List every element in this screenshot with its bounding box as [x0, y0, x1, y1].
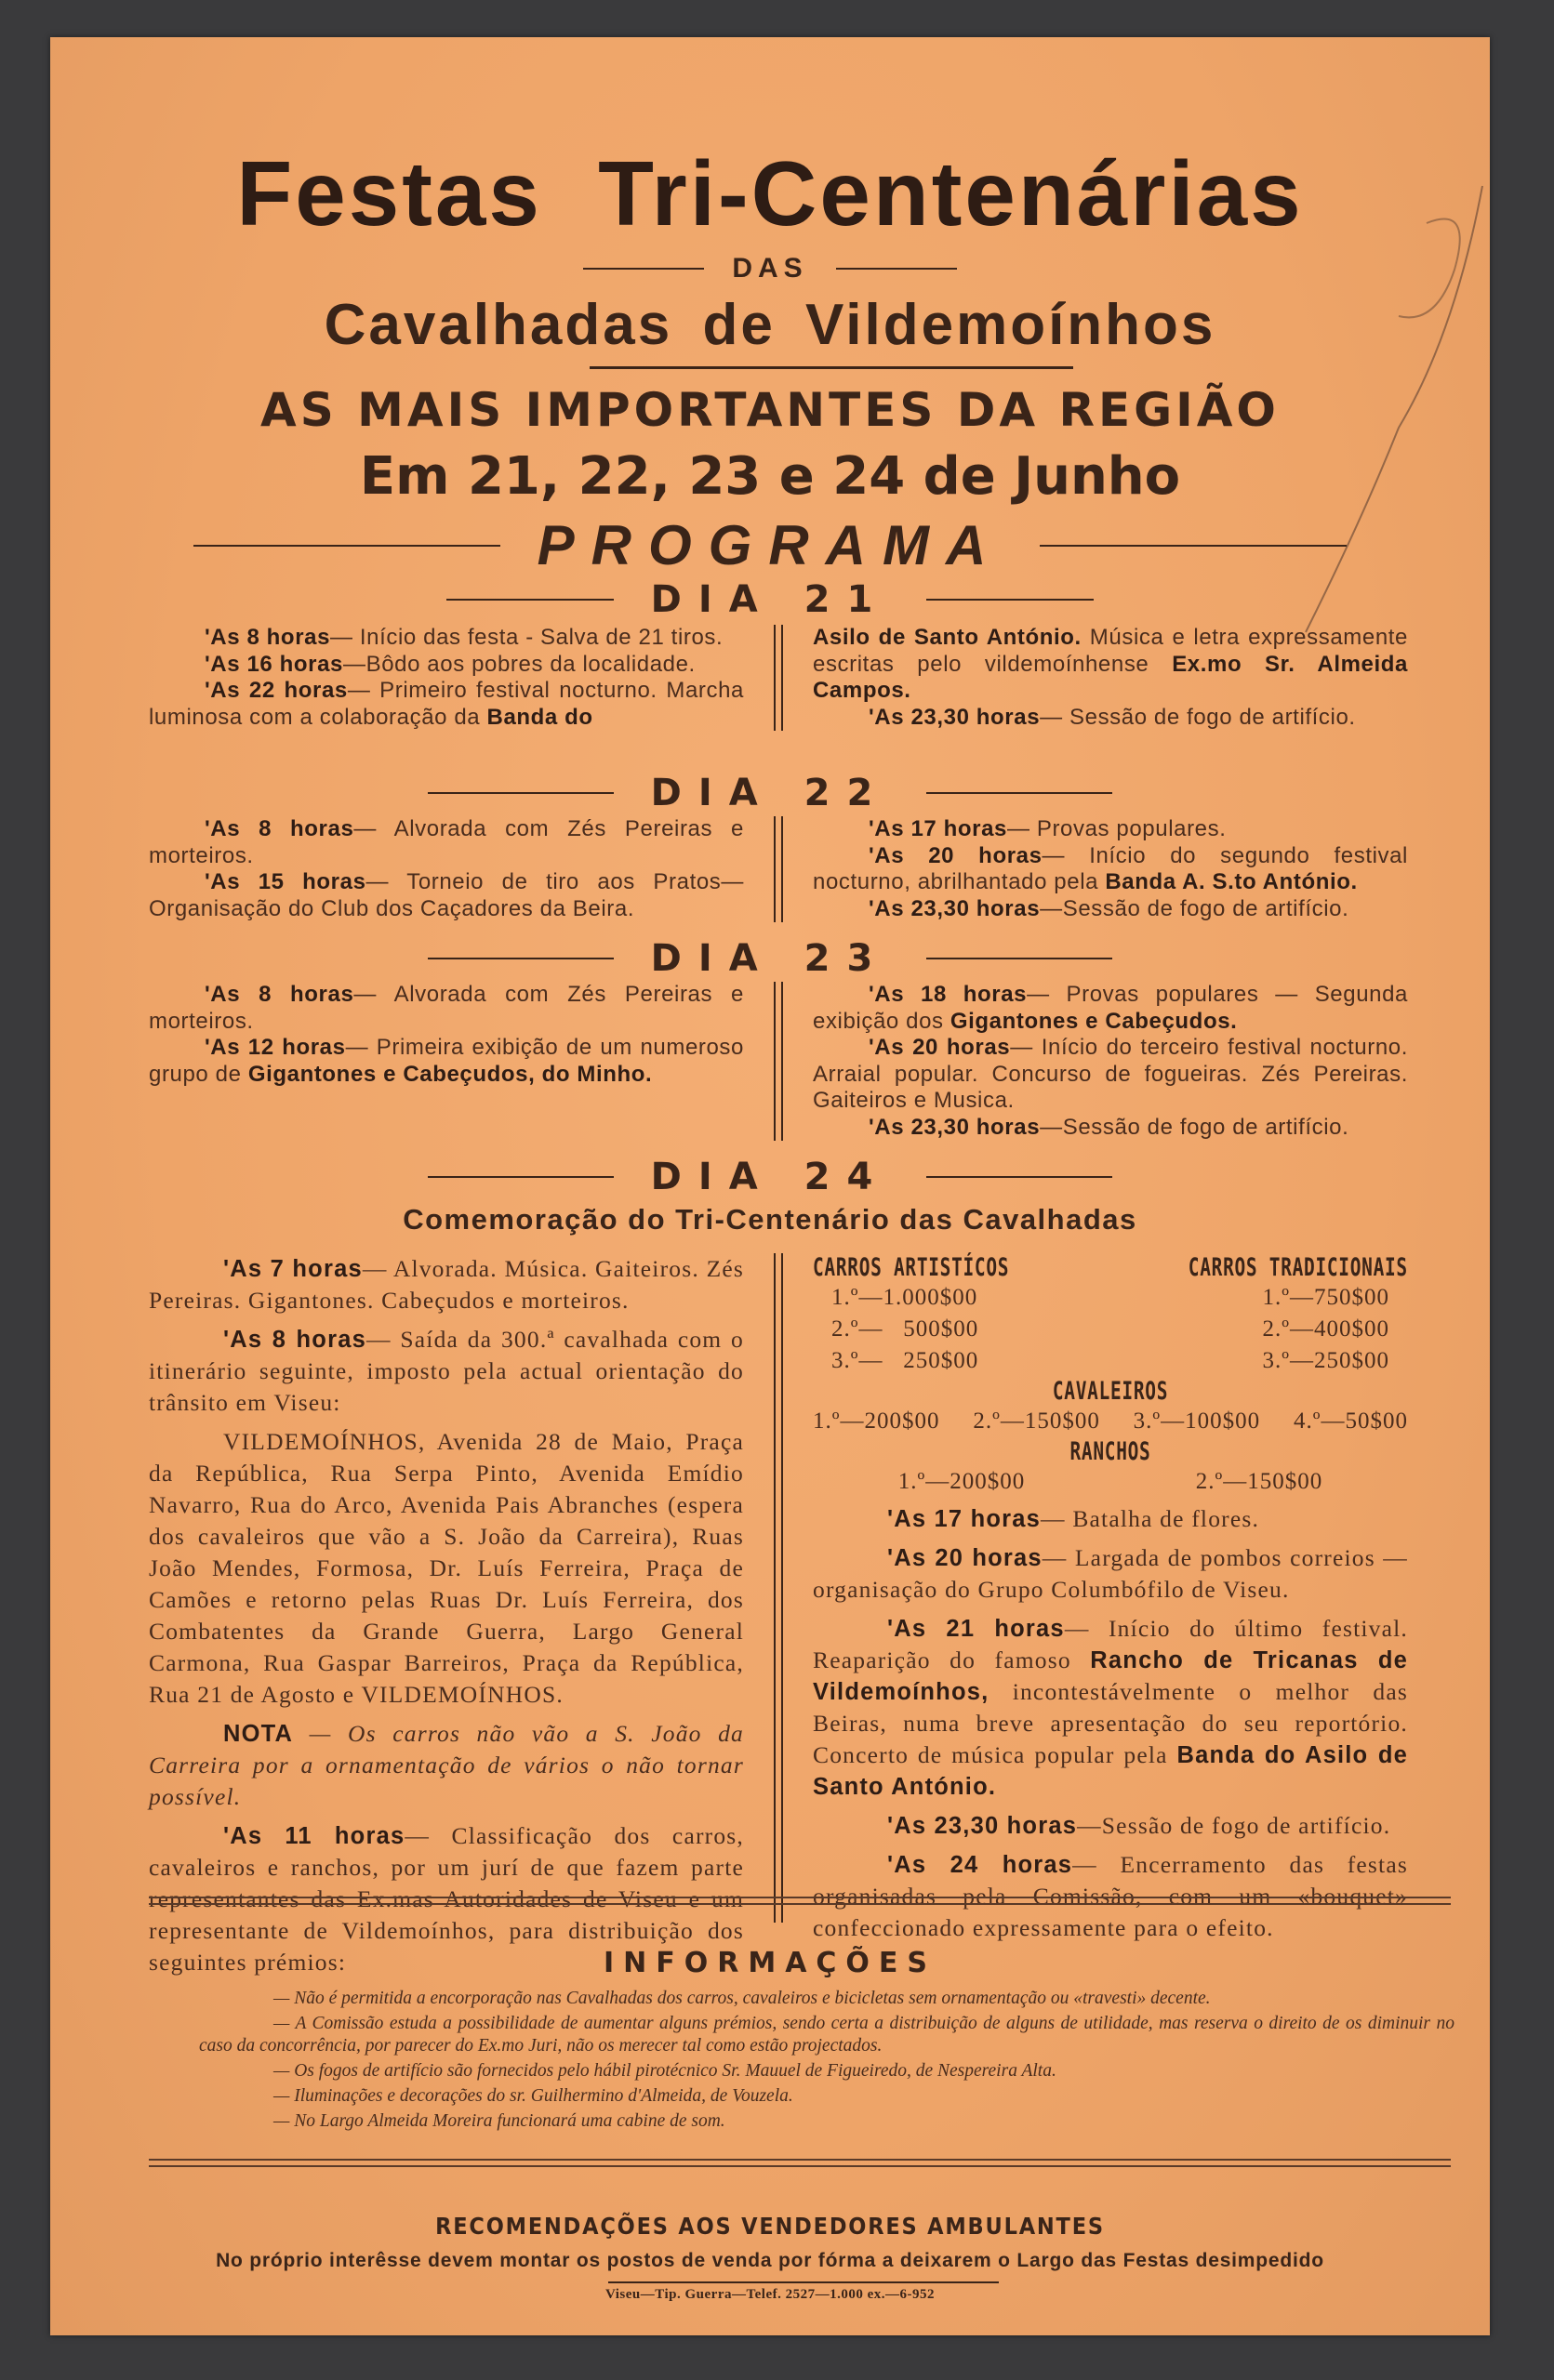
bold-text: 'As 8 horas	[205, 816, 354, 841]
bold-text: Rancho de Tricanas de Vildemoínhos,	[813, 1647, 1408, 1705]
text: VILDEMOÍNHOS, Avenida 28 de Maio, Praça da República, Rua Serpa Pinto, Avenida Emídio Navarro, Rua do Arco, Avenida Pais Abranches (espera dos cavaleiros que vão a S. João da Carreira), Ruas João Mendes, Formosa, Dr. Luís Ferreira, Praça de Camões e retorno pelas Ruas Dr. Luís Ferreira, dos Combatentes da Grande Guerra, Largo General Carmona, Rua Gaspar Barreiros, Praça da República, Rua 21 de Agosto e VILDEMOÍNHOS.	[149, 1428, 744, 1708]
das-label: DAS	[732, 253, 808, 284]
prize-item: 1.º—200$00	[897, 1469, 1026, 1494]
prize-item: 2.º—400$00	[1262, 1316, 1389, 1342]
bold-text: 'As 7 horas	[223, 1256, 363, 1282]
text: — Saída da 300.ª cavalhada com o itinerário seguinte, imposto pela actual orientação do trânsito em Viseu:	[149, 1326, 745, 1416]
text: — Provas populares.	[1006, 816, 1227, 841]
divider	[446, 599, 614, 601]
program-paragraph	[813, 1542, 1408, 1606]
prize-item: 4.º—50$00	[1293, 1408, 1408, 1434]
info-item: — A Comissão estuda a possibilidade de aumentar alguns prémios, sendo certa a distribuição de alguns de utilidade, mas reserva o direito de os diminuir no caso da concorrência, por parecer do Ex.mo Juri, não os merecer tal como estão projectados.	[199, 2014, 1454, 2056]
bold-text: Gigantones e Cabeçudos.	[950, 1008, 1238, 1034]
bold-text: 'As 8 horas	[223, 1327, 366, 1353]
divider	[428, 958, 614, 959]
carros-tradicionais	[1103, 1253, 1408, 1377]
divider	[149, 2159, 1451, 2167]
info-item: — Os fogos de artifício são fornecidos pelo hábil pirotécnico Sr. Mauuel de Figueiredo, de Nespereira Alta.	[273, 2061, 1056, 2081]
text: — Alvorada. Música. Gaiteiros. Zés Pereiras. Gigantones. Cabeçudos e morteiros.	[149, 1255, 744, 1314]
right-column	[813, 816, 1408, 922]
day-title: DIA 22	[650, 772, 890, 814]
divider	[608, 2281, 999, 2283]
poster-title: Festas Tri-Centenárias	[236, 142, 1304, 245]
bold-text: Gigantones e Cabeçudos, do Minho.	[247, 1061, 653, 1087]
text: — Início das festa - Salva de 21 tiros.	[330, 625, 724, 650]
day-title: DIA 23	[650, 937, 890, 980]
bold-text: 'As 23,30 horas	[869, 704, 1041, 730]
program-paragraph	[813, 982, 1408, 1035]
text: — Início do terceiro festival nocturno. Arraial popular. Concurso de fogueiras. Zés Pereiras. Gaiteiros e Musica.	[813, 1035, 1408, 1113]
text: — Classificação dos carros, cavaleiros e ranchos, por um jurí de que fazem parte representantes das Ex.mas Autoridades de Viseu e um representante de Vildemoínhos, para distribuição dos seguintes prémios:	[149, 1822, 744, 1976]
text: —Sessão de fogo de artifício.	[1040, 895, 1349, 921]
bold-text: 'As 8 horas	[205, 982, 354, 1007]
program-paragraph	[149, 1324, 744, 1419]
column-divider	[774, 625, 783, 731]
divider	[926, 599, 1094, 601]
text: — Alvorada com Zés Pereiras e morteiros.	[149, 816, 744, 868]
program-paragraph	[149, 869, 744, 922]
text: —Sessão de fogo de artifício.	[1077, 1812, 1391, 1839]
text: — Início do último festival. Reaparição do famoso	[813, 1615, 1408, 1673]
bold-text: Banda do Asilo de Santo António.	[813, 1742, 1408, 1800]
program-paragraph	[149, 1426, 744, 1711]
divider	[836, 268, 957, 270]
prize-item: 3.º—100$00	[1133, 1408, 1261, 1434]
right-column	[813, 625, 1408, 731]
prize-title: CAVALEIROS	[1052, 1377, 1169, 1406]
day-21-program	[149, 625, 1451, 731]
program-paragraph	[813, 1810, 1408, 1842]
right-column	[813, 982, 1408, 1141]
festival-dates: Em 21, 22, 23 e 24 de Junho	[359, 446, 1181, 507]
bold-text: 'As 17 horas	[887, 1506, 1042, 1532]
text: — Provas populares — Segunda exibição dos	[813, 982, 1408, 1034]
bold-text: 'As 20 horas	[887, 1545, 1043, 1571]
bold-text: 'As 17 horas	[869, 816, 1007, 841]
left-column	[149, 816, 744, 922]
recommendations-text: No próprio interêsse devem montar os postos de venda por fórma a deixarem o Largo das Festas desimpedido	[216, 2250, 1324, 2271]
text: incontestávelmente o melhor das Beiras, numa breve apresentação do seu reportório. Concerto de música popular pela	[813, 1678, 1408, 1768]
prize-item: 2.º— 500$00	[831, 1316, 979, 1342]
prize-title: CARROS ARTISTÍCOS	[813, 1253, 1010, 1282]
italic-text: — Os carros não vão a S. João da Carreira por a ornamentação de vários o não tornar possível.	[149, 1720, 744, 1810]
program-paragraph	[813, 705, 1408, 732]
day-title: DIA 24	[650, 1156, 890, 1198]
text: — Alvorada com Zés Pereiras e morteiros.	[149, 982, 744, 1034]
column-divider	[774, 816, 783, 922]
bold-text: 'As 21 horas	[887, 1616, 1065, 1642]
program-paragraph	[813, 1115, 1408, 1142]
text: — Primeiro festival nocturno. Marcha luminosa com a colaboração da	[149, 678, 744, 730]
recommendations-title: RECOMENDAÇÕES AOS VENDEDORES AMBULANTES	[435, 2213, 1105, 2240]
day-heading	[50, 772, 1490, 814]
printer-footer: Viseu—Tip. Guerra—Telef. 2527—1.000 ex.—6-952	[604, 2287, 936, 2302]
day-23-program	[149, 982, 1451, 1141]
program-paragraph	[149, 816, 744, 869]
bold-text: Banda do	[486, 704, 593, 730]
bold-text: 'As 24 horas	[887, 1852, 1073, 1878]
info-list	[199, 1988, 1454, 2135]
day-22-program	[149, 816, 1451, 922]
bold-text: 'As 20 horas	[869, 842, 1043, 868]
day-24-subtitle: Comemoração do Tri-Centenário das Cavalhadas	[403, 1203, 1137, 1236]
prize-item: 3.º— 250$00	[831, 1348, 979, 1373]
divider	[1040, 545, 1347, 547]
program-paragraph	[149, 1035, 744, 1088]
divider	[590, 366, 1073, 369]
bold-text: 'As 12 horas	[205, 1035, 346, 1060]
bold-text: Ex.mo Sr. Almeida Campos.	[813, 651, 1408, 703]
prize-title: RANCHOS	[1069, 1437, 1151, 1466]
divider	[149, 1897, 1451, 1905]
bold-text: Asilo de Santo António.	[813, 625, 1082, 650]
left-column	[149, 1253, 745, 1976]
text: — Batalha de flores.	[1041, 1505, 1260, 1532]
right-column-events	[813, 1503, 1408, 1944]
left-column	[149, 982, 744, 1141]
text: — Sessão de fogo de artifício.	[1040, 704, 1356, 730]
bold-text: 'As 23,30 horas	[869, 1114, 1041, 1140]
bold-text: 'As 23,30 horas	[869, 895, 1041, 921]
prize-item: 1.º—1.000$00	[831, 1285, 978, 1310]
text: — Primeira exibição de um numeroso grupo de	[149, 1035, 744, 1087]
text: — Torneio de tiro aos Pratos— Organisação do Club dos Caçadores da Beira.	[149, 869, 744, 921]
bold-text: 'As 20 horas	[869, 1035, 1011, 1060]
right-column	[813, 1253, 1408, 1941]
prize-item: 3.º—250$00	[1262, 1348, 1389, 1373]
programa-heading: PROGRAMA	[537, 514, 1003, 576]
bold-text: 'As 11 horas	[223, 1823, 405, 1849]
bold-text: 'As 15 horas	[205, 869, 366, 894]
das-row	[50, 253, 1490, 284]
left-column	[149, 625, 744, 731]
info-item: — Iluminações e decorações do sr. Guilhermino d'Almeida, de Vouzela.	[273, 2086, 793, 2106]
day-heading	[50, 937, 1490, 980]
program-paragraph	[149, 678, 744, 731]
program-paragraph	[813, 843, 1408, 896]
cavaleiros-prizes	[813, 1406, 1408, 1437]
prize-item: 1.º—750$00	[1262, 1285, 1389, 1310]
day-title: DIA 21	[650, 578, 890, 621]
bold-text: 'As 18 horas	[869, 982, 1028, 1007]
prize-item: 2.º—150$00	[973, 1408, 1100, 1434]
divider	[428, 1176, 614, 1178]
program-paragraph	[149, 625, 744, 652]
text: — Largada de pombos correios —organisação do Grupo Columbófilo de Viseu.	[813, 1544, 1408, 1603]
bold-text: 'As 22 horas	[205, 678, 348, 703]
info-item: — No Largo Almeida Moreira funcionará uma cabine de som.	[273, 2111, 725, 2131]
program-paragraph	[813, 1613, 1408, 1803]
text: —Sessão de fogo de artifício.	[1040, 1114, 1349, 1140]
prize-item: 2.º—150$00	[1195, 1469, 1323, 1494]
carros-prizes	[813, 1253, 1408, 1377]
text: — Encerramento das festas organisadas pela Comissão, com um «bouquet» confeccionado expressamente para o efeito.	[813, 1851, 1408, 1941]
carros-artisticos	[813, 1253, 1085, 1377]
program-paragraph	[813, 816, 1408, 843]
program-paragraph	[813, 1503, 1408, 1535]
info-item: — Não é permitida a encorporação nas Cavalhadas dos carros, cavaleiros e bicicletas sem ornamentação ou «travesti» decente.	[273, 1989, 1211, 2008]
prize-item: 1.º—200$00	[813, 1408, 940, 1434]
prize-title: CARROS TRADICIONAIS	[1188, 1253, 1408, 1282]
divider	[926, 958, 1112, 959]
text: —Bôdo aos pobres da localidade.	[342, 651, 696, 677]
program-paragraph	[813, 1035, 1408, 1115]
ranchos-prizes	[813, 1466, 1408, 1498]
bold-text: 'As 16 horas	[205, 651, 343, 677]
divider	[926, 792, 1112, 794]
program-paragraph	[149, 1253, 744, 1316]
column-divider	[774, 1253, 783, 1923]
poster	[50, 37, 1490, 2335]
divider	[583, 268, 704, 270]
bold-text: 'As 23,30 horas	[887, 1813, 1078, 1839]
day-heading	[50, 1156, 1490, 1198]
bold-text: NOTA	[223, 1721, 294, 1747]
program-paragraph	[149, 652, 744, 679]
divider	[926, 1176, 1112, 1178]
column-divider	[774, 982, 783, 1141]
divider	[193, 545, 500, 547]
poster-subtitle: Cavalhadas de Vildemoínhos	[324, 293, 1216, 357]
text: Música e letra expressamente escritas pelo vildemoínhense	[813, 625, 1408, 677]
bold-text: 'As 8 horas	[205, 625, 331, 650]
text: — Início do segundo festival nocturno, abrilhantado pela	[813, 842, 1408, 894]
info-title: INFORMAÇÕES	[603, 1947, 937, 1979]
program-paragraph	[149, 1718, 744, 1813]
day-heading	[50, 578, 1490, 621]
programa-row	[50, 513, 1490, 577]
program-paragraph	[149, 982, 744, 1035]
program-paragraph	[813, 896, 1408, 923]
tagline: AS MAIS IMPORTANTES DA REGIÃO	[260, 383, 1280, 437]
divider	[428, 792, 614, 794]
program-paragraph	[813, 625, 1408, 705]
bold-text: Banda A. S.to António.	[1105, 869, 1358, 894]
